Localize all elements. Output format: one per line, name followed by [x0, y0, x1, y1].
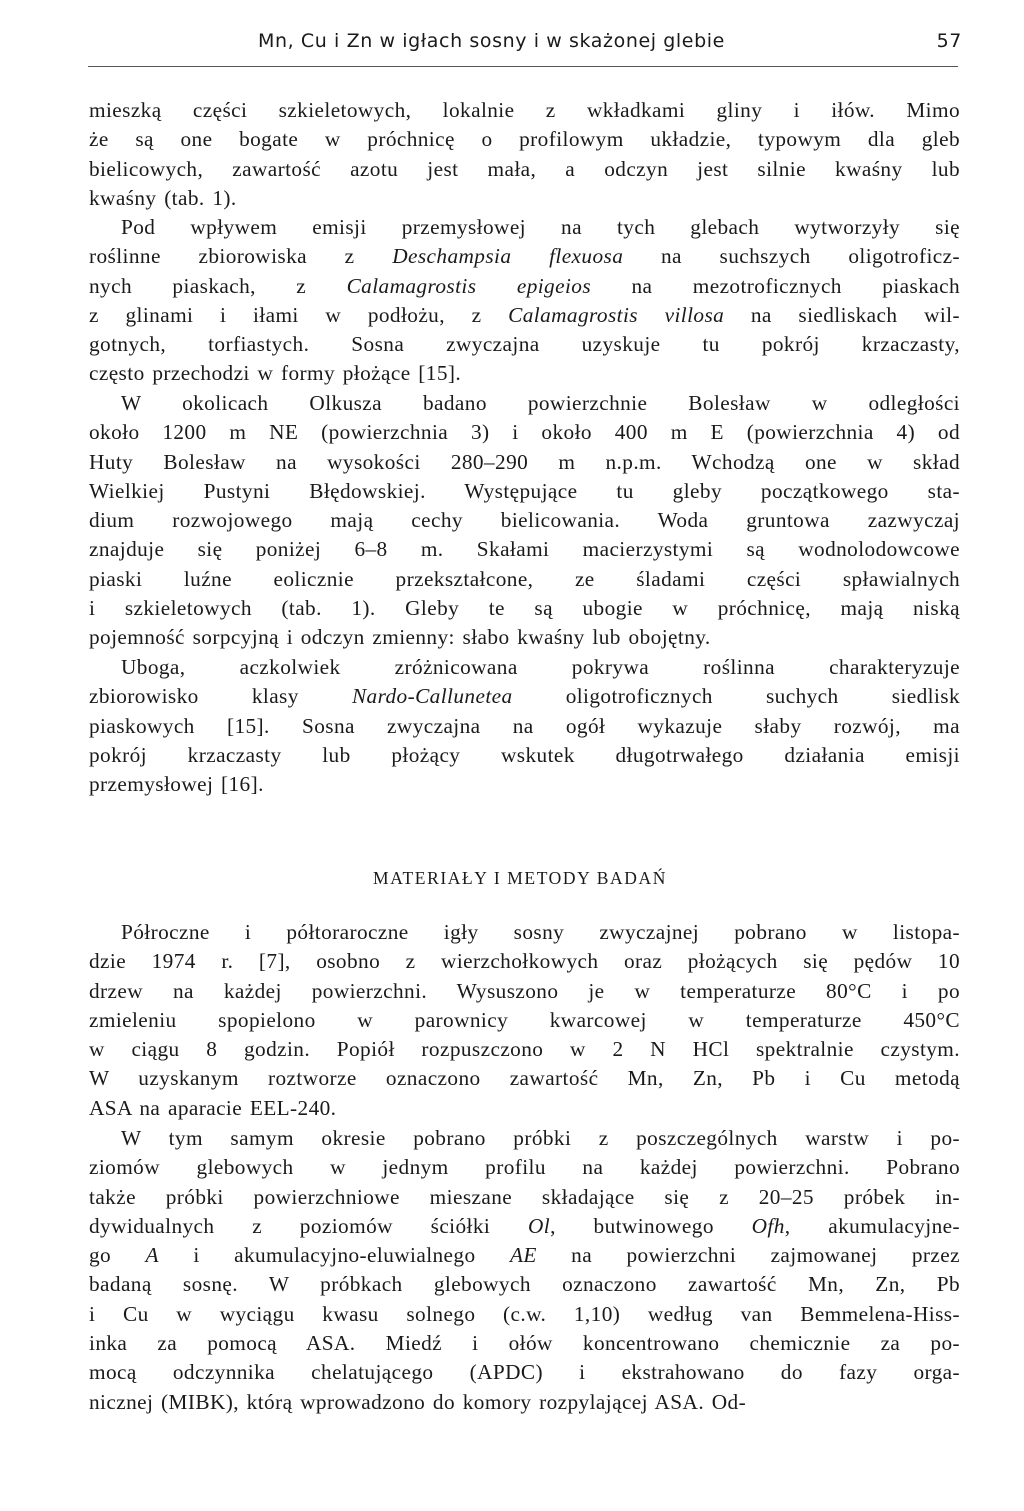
running-title: Mn, Cu i Zn w igłach sosny i w skażonej glebie — [258, 30, 725, 52]
text-line: piaski luźne eolicznie przekształcone, ze śladami części spławialnych — [89, 566, 960, 591]
text-line: w ciągu 8 godzin. Popiół rozpuszczono w 2 N HCl spektralnie czystym. — [89, 1037, 960, 1062]
text-line: że są one bogate w próchnicę o profilowym układzie, typowym dla gleb — [89, 127, 960, 152]
text-line: około 1200 m NE (powierzchnia 3) i około 400 m E (powierzchnia 4) od — [89, 420, 960, 445]
paragraph — [89, 389, 960, 653]
text-line: nicznej (MIBK), którą wprowadzono do komory rozpylającej ASA. Od- — [89, 1389, 747, 1414]
paragraph — [89, 1124, 960, 1417]
text-line: dium rozwojowego mają cechy bielicowania. Woda gruntowa zazwyczaj — [89, 508, 960, 533]
text-line: Pod wpływem emisji przemysłowej na tych glebach wytworzyły się — [121, 215, 960, 239]
paragraph — [89, 96, 960, 213]
text-line: mieszką części szkieletowych, lokalnie z wkładkami gliny i iłów. Mimo — [89, 98, 960, 122]
text-line: ASA na aparacie EEL-240. — [89, 1095, 337, 1120]
text-line: dzie 1974 r. [7], osobno z wierzchołkowych oraz płożących się pędów 10 — [89, 949, 960, 974]
text-line: znajduje się poniżej 6–8 m. Skałami macierzystymi są wodnolodowcowe — [89, 537, 960, 562]
text-line: Huty Bolesław na wysokości 280–290 m n.p.m. Wchodzą one w skład — [89, 449, 960, 474]
text-line: Wielkiej Pustyni Błędowskiej. Występujące tu gleby początkowego sta- — [89, 478, 960, 503]
text-line: dywidualnych z poziomów ściółki Ol, butwinowego Ofh, akumulacyjne- — [89, 1213, 960, 1238]
text-line: drzew na każdej powierzchni. Wysuszono je w temperaturze 80°C i po — [89, 978, 960, 1003]
text-line: badaną sosnę. W próbkach glebowych oznaczono zawartość Mn, Zn, Pb — [89, 1272, 960, 1297]
text-line: roślinne zbiorowiska z Deschampsia flexuosa na suchszych oligotroficz- — [89, 244, 960, 269]
text-line: W okolicach Olkusza badano powierzchnie Bolesław w odległości — [121, 391, 960, 415]
text-line: nych piaskach, z Calamagrostis epigeios na mezotroficznych piaskach — [89, 273, 960, 298]
text-line: Uboga, aczkolwiek zróżnicowana pokrywa roślinna charakteryzuje — [121, 655, 960, 679]
text-line: kwaśny (tab. 1). — [89, 185, 237, 210]
paragraph — [89, 918, 960, 1123]
text-line: bielicowych, zawartość azotu jest mała, a odczyn jest silnie kwaśny lub — [89, 156, 960, 181]
text-line: pojemność sorpcyjną i odczyn zmienny: słabo kwaśny lub obojętny. — [89, 625, 711, 650]
text-line: często przechodzi w formy płożące [15]. — [89, 361, 462, 386]
text-line: także próbki powierzchniowe mieszane składające się z 20–25 próbek in- — [89, 1184, 960, 1209]
paragraph — [89, 653, 960, 799]
text-line: z glinami i iłami w podłożu, z Calamagrostis villosa na siedliskach wil- — [89, 302, 960, 327]
text-line: i szkieletowych (tab. 1). Gleby te są ubogie w próchnicę, mają niską — [89, 596, 960, 621]
text-line: W tym samym okresie pobrano próbki z poszczególnych warstw i po- — [121, 1126, 960, 1150]
text-line: gotnych, torfiastych. Sosna zwyczajna uzyskuje tu pokrój krzaczasty, — [89, 332, 960, 357]
text-line: przemysłowej [16]. — [89, 772, 264, 797]
text-line: i Cu w wyciągu kwasu solnego (c.w. 1,10) według van Bemmelena-Hiss- — [89, 1301, 960, 1326]
text-line: ziomów glebowych w jednym profilu na każdej powierzchni. Pobrano — [89, 1155, 960, 1180]
text-line: zbiorowisko klasy Nardo-Callunetea oligotroficznych suchych siedlisk — [89, 684, 960, 709]
text-line: zmieleniu spopielono w parownicy kwarcowej w temperaturze 450°C — [89, 1007, 960, 1032]
text-line: mocą odczynnika chelatującego (APDC) i ekstrahowano do fazy orga- — [89, 1360, 960, 1385]
text-line: Półroczne i półtoraroczne igły sosny zwyczajnej pobrano w listopa- — [121, 920, 960, 944]
header-rule — [88, 66, 958, 67]
text-line: inka za pomocą ASA. Miedź i ołów koncentrowano chemicznie za po- — [89, 1331, 960, 1356]
section-heading: MATERIAŁY I METODY BADAŃ — [373, 868, 667, 888]
page-number: 57 — [936, 30, 962, 52]
text-line: W uzyskanym roztworze oznaczono zawartość Mn, Zn, Pb i Cu metodą — [89, 1066, 960, 1091]
text-line: go A i akumulacyjno-eluwialnego AE na powierzchni zajmowanej przez — [89, 1243, 960, 1268]
text-line: piaskowych [15]. Sosna zwyczajna na ogół wykazuje słaby rozwój, ma — [89, 713, 960, 738]
text-line: pokrój krzaczasty lub płożący wskutek długotrwałego działania emisji — [89, 742, 960, 767]
paragraph — [89, 213, 960, 389]
